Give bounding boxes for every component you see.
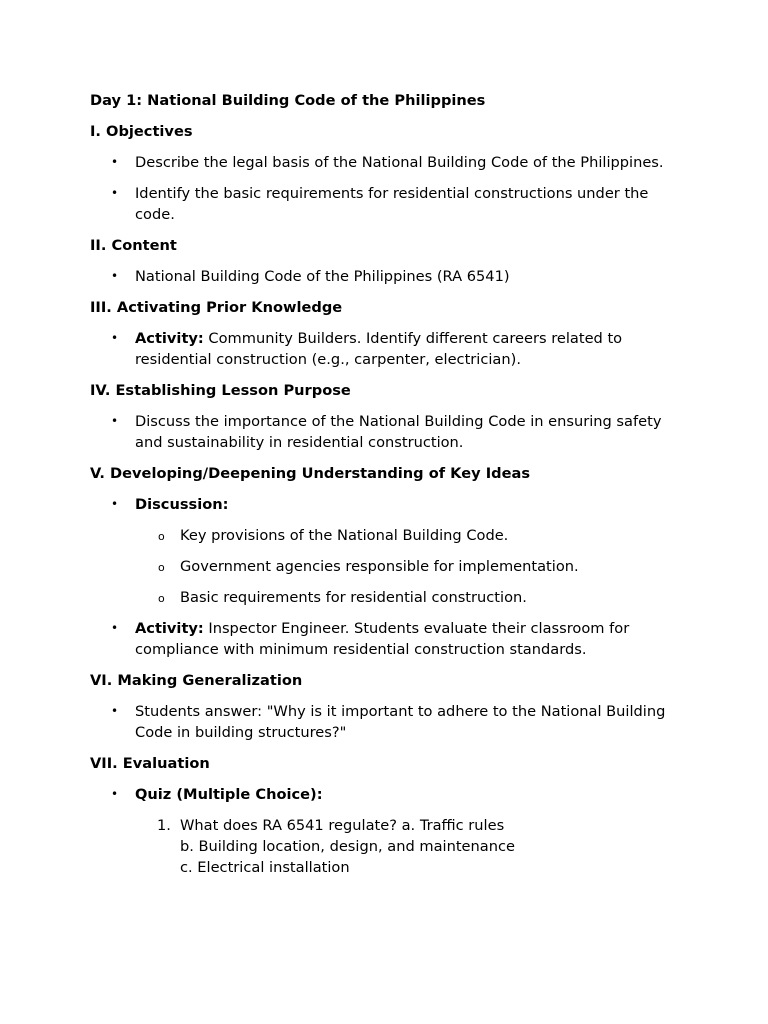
list-item (111, 411, 680, 453)
section-heading-content: II. Content (90, 237, 177, 254)
bullet-icon: • (111, 787, 119, 801)
question-number: 1. (157, 817, 171, 834)
content-list (90, 266, 680, 287)
bullet-icon: • (111, 621, 119, 635)
evaluation-list (90, 784, 680, 878)
list-item (111, 328, 680, 370)
section-heading-objectives: I. Objectives (90, 123, 193, 140)
document-title: Day 1: National Building Code of the Philippines (90, 92, 486, 109)
objectives-list (90, 152, 680, 225)
sub-bullet-icon: o (158, 530, 165, 543)
activity-label: Activity: (135, 620, 204, 637)
quiz-question-list (135, 815, 680, 878)
lesson-purpose-list (90, 411, 680, 453)
list-item (111, 784, 680, 878)
bullet-icon: • (111, 704, 119, 718)
list-item (111, 618, 680, 660)
bullet-icon: • (111, 186, 119, 200)
section-heading-prior-knowledge: III. Activating Prior Knowledge (90, 299, 343, 316)
bullet-icon: • (111, 331, 119, 345)
question-text: What does RA 6541 regulate? a. Traffic rules (180, 817, 505, 834)
sub-bullet-icon: o (158, 561, 165, 574)
list-item-text: Describe the legal basis of the National Building Code of the Philippines. (135, 154, 664, 171)
quiz-question (157, 815, 680, 878)
bullet-icon: • (111, 414, 119, 428)
generalization-list (90, 701, 680, 743)
activity-text: Inspector Engineer. Students evaluate their classroom for compliance with minimum residential construction standards. (135, 620, 630, 658)
section-heading-evaluation: VII. Evaluation (90, 755, 210, 772)
list-item (111, 266, 680, 287)
lesson-plan (90, 90, 680, 888)
key-ideas-list (90, 494, 680, 660)
sub-list-item (158, 525, 680, 546)
activity-label: Activity: (135, 330, 204, 347)
list-item (111, 701, 680, 743)
sub-list-item (158, 587, 680, 608)
list-item-text: National Building Code of the Philippines (RA 6541) (135, 268, 510, 285)
quiz-label: Quiz (Multiple Choice): (135, 786, 323, 803)
list-item (111, 494, 680, 608)
list-item-text: Students answer: "Why is it important to adhere to the National Building Code in building structures?" (135, 703, 666, 741)
section-heading-generalization: VI. Making Generalization (90, 672, 303, 689)
list-item-text: Identify the basic requirements for residential constructions under the code. (135, 185, 649, 223)
activity-text: Community Builders. Identify different careers related to residential construction (e.g., carpenter, electrician). (135, 330, 623, 368)
sub-list-item-text: Key provisions of the National Building Code. (180, 527, 509, 544)
list-item (111, 183, 680, 225)
sub-list-item-text: Basic requirements for residential construction. (180, 589, 527, 606)
section-heading-key-ideas: V. Developing/Deepening Understanding of Key Ideas (90, 465, 531, 482)
discussion-label: Discussion: (135, 496, 229, 513)
sub-list-item-text: Government agencies responsible for implementation. (180, 558, 579, 575)
answer-option-b: b. Building location, design, and maintenance (180, 838, 515, 855)
bullet-icon: • (111, 155, 119, 169)
discussion-list (135, 525, 680, 608)
list-item-text: Discuss the importance of the National Building Code in ensuring safety and sustainability in residential construction. (135, 413, 662, 451)
prior-knowledge-list (90, 328, 680, 370)
sub-list-item (158, 556, 680, 577)
bullet-icon: • (111, 497, 119, 511)
list-item (111, 152, 680, 173)
answer-option-c: c. Electrical installation (180, 859, 350, 876)
bullet-icon: • (111, 269, 119, 283)
sub-bullet-icon: o (158, 592, 165, 605)
section-heading-lesson-purpose: IV. Establishing Lesson Purpose (90, 382, 351, 399)
